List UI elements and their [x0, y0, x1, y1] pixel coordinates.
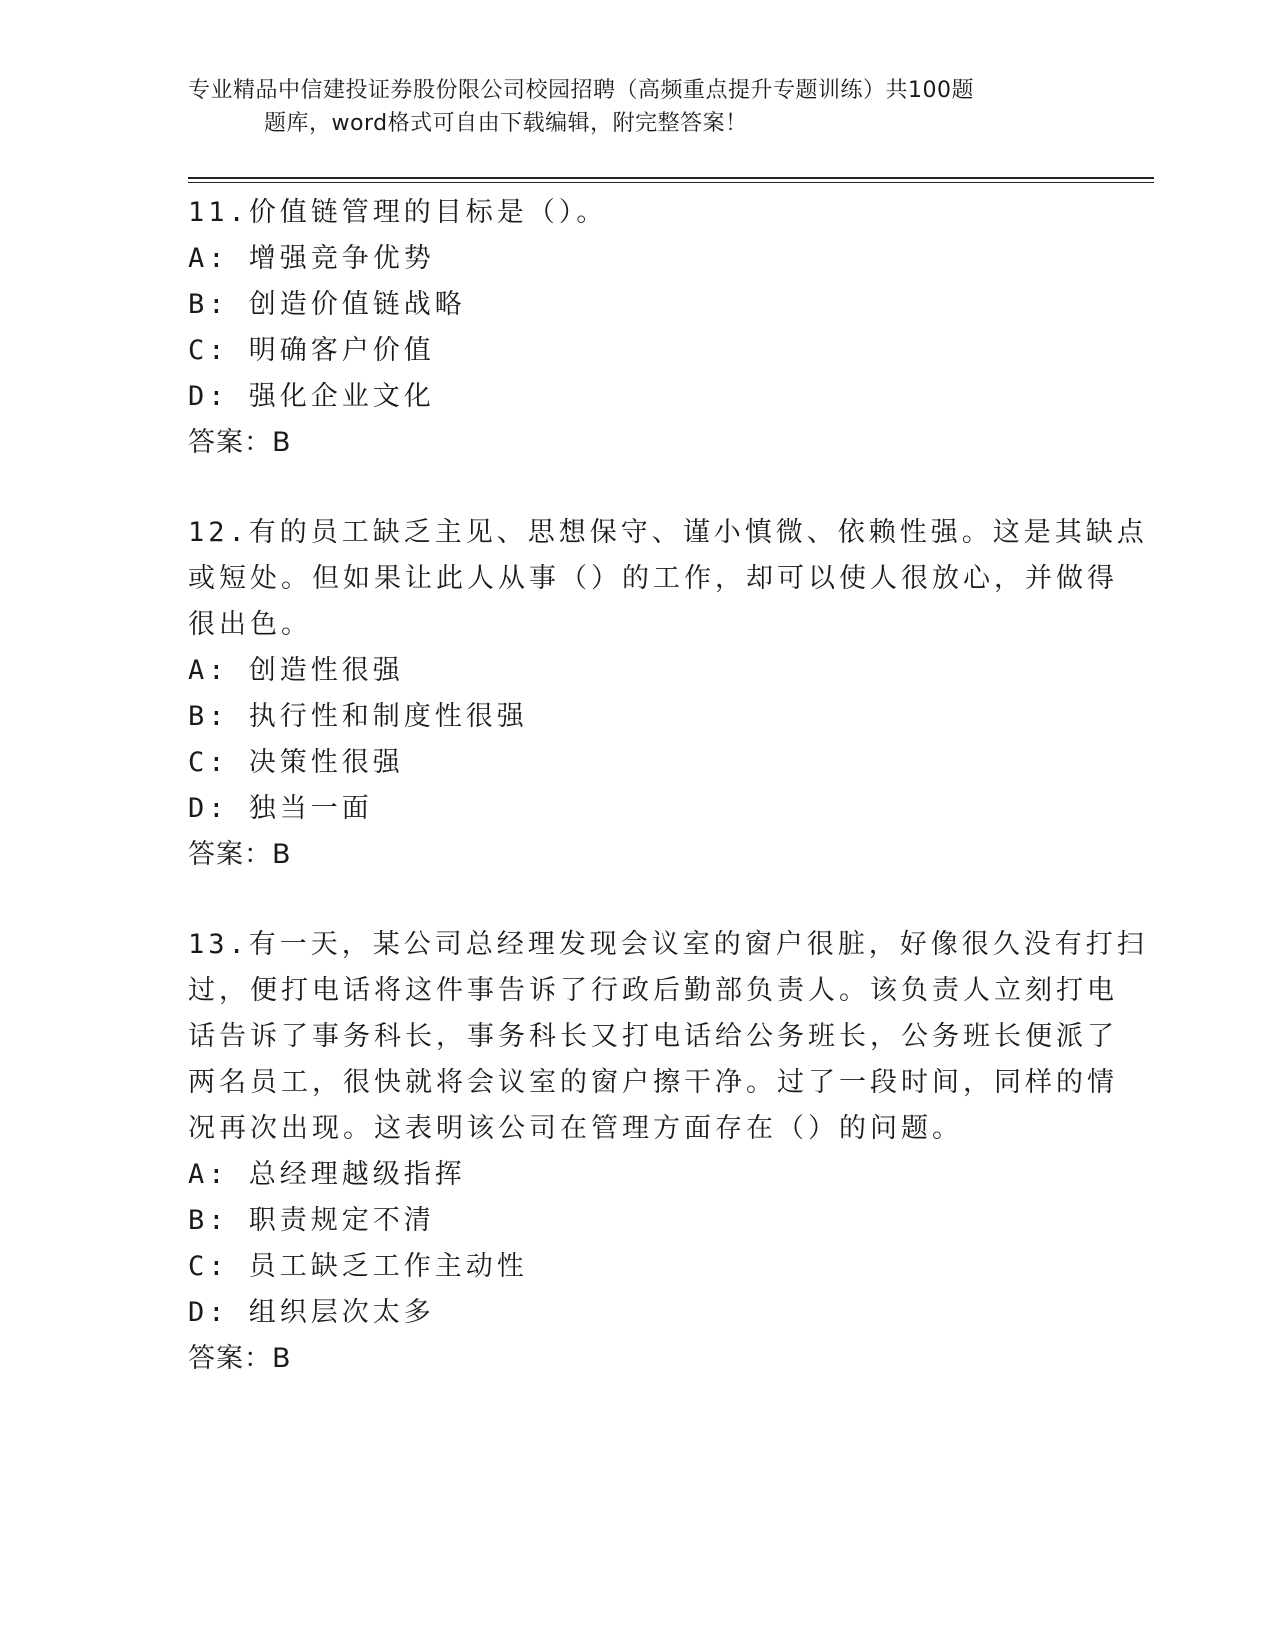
- question-stem-line: 话告诉了事务科长，事务科长又打电话给公务班长，公务班长便派了: [188, 1021, 1118, 1052]
- question-stem-line: 11.价值链管理的目标是（）。: [188, 197, 608, 228]
- option-c: C: 决策性很强: [188, 747, 404, 778]
- question-12: [188, 510, 1148, 878]
- option-b: B: 执行性和制度性很强: [188, 701, 528, 732]
- header-line-1: 专业精品中信建投证券股份限公司校园招聘（高频重点提升专题训练）共100题: [188, 78, 974, 103]
- option-a: A: 增强竞争优势: [188, 243, 435, 274]
- question-stem-line: 12.有的员工缺乏主见、思想保守、谨小慎微、依赖性强。这是其缺点: [188, 517, 1148, 548]
- question-stem-line: 况再次出现。这表明该公司在管理方面存在（）的问题。: [188, 1113, 963, 1144]
- question-stem-line: 或短处。但如果让此人从事（）的工作，却可以使人很放心，并做得: [188, 563, 1118, 594]
- option-d: D: 强化企业文化: [188, 381, 435, 412]
- option-c: C: 明确客户价值: [188, 335, 435, 366]
- question-11: [188, 190, 1088, 466]
- question-stem-line: 很出色。: [188, 609, 312, 640]
- header-rule-thick: [188, 177, 1154, 179]
- question-stem-line: 13.有一天，某公司总经理发现会议室的窗户很脏，好像很久没有打扫: [188, 929, 1148, 960]
- option-a: A: 总经理越级指挥: [188, 1159, 466, 1190]
- option-d: D: 组织层次太多: [188, 1297, 435, 1328]
- answer-line: 答案：B: [188, 427, 292, 458]
- question-stem-line: 过，便打电话将这件事告诉了行政后勤部负责人。该负责人立刻打电: [188, 975, 1118, 1006]
- question-13: [188, 922, 1148, 1382]
- option-d: D: 独当一面: [188, 793, 373, 824]
- option-b: B: 创造价值链战略: [188, 289, 466, 320]
- question-list: [188, 190, 1148, 1426]
- option-b: B: 职责规定不清: [188, 1205, 435, 1236]
- document-header: [188, 74, 1068, 140]
- question-stem-line: 两名员工，很快就将会议室的窗户擦干净。过了一段时间，同样的情: [188, 1067, 1118, 1098]
- answer-line: 答案：B: [188, 839, 292, 870]
- answer-line: 答案：B: [188, 1343, 292, 1374]
- option-a: A: 创造性很强: [188, 655, 404, 686]
- header-rule-thin: [188, 182, 1154, 183]
- header-line-2: 题库，word格式可自由下载编辑，附完整答案！: [264, 111, 748, 136]
- option-c: C: 员工缺乏工作主动性: [188, 1251, 528, 1282]
